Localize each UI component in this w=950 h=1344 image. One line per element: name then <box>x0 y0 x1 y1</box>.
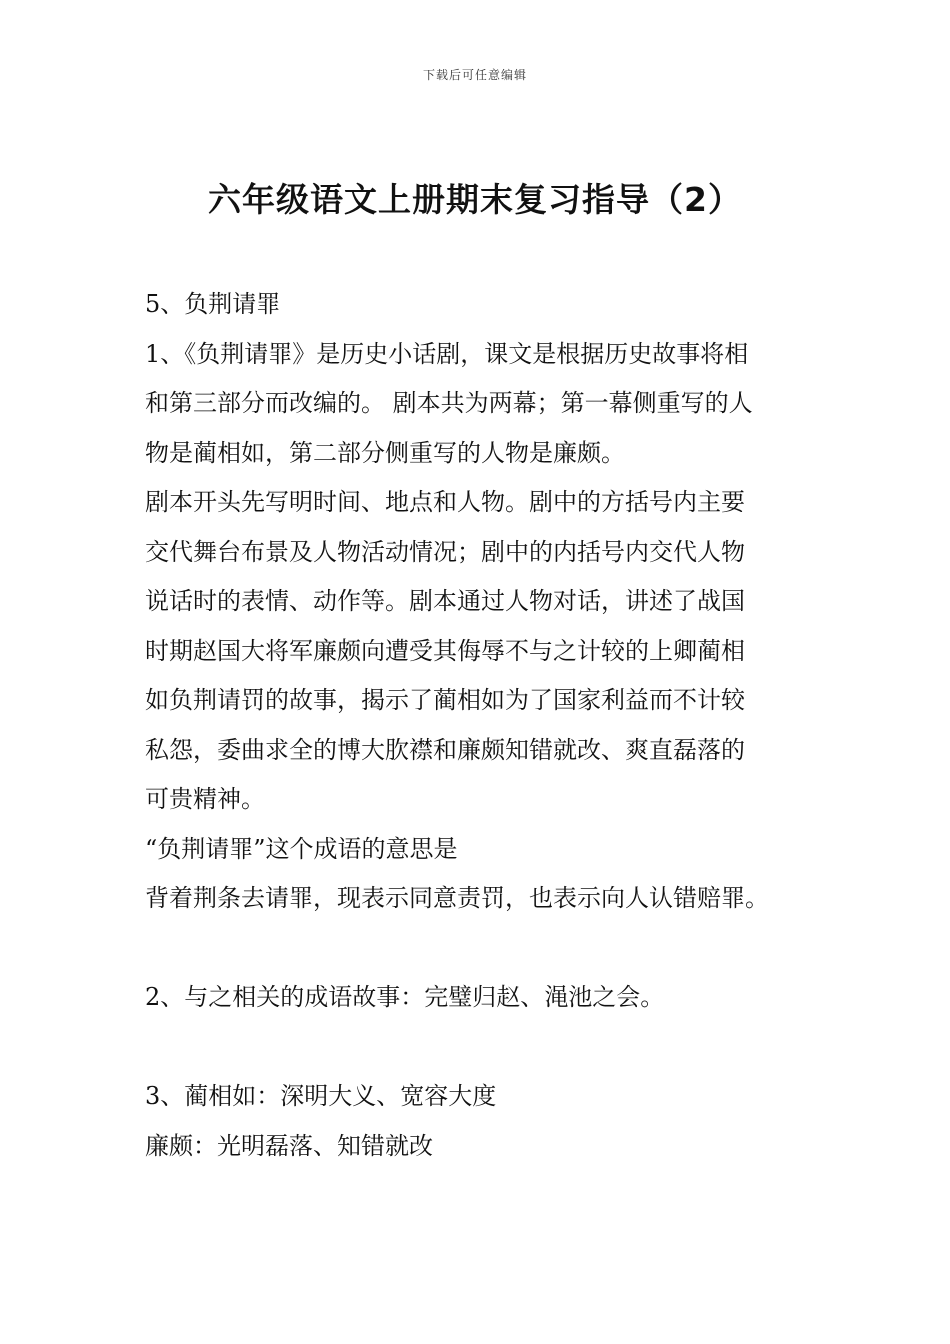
idiom-answer: 背着荆条去请罪，现表示同意责罚，也表示向人认错赔罪。 <box>145 884 769 912</box>
paragraph-line: 剧本开头先写明时间、地点和人物。剧中的方括号内主要 <box>145 488 745 516</box>
idiom-question: “负荆请罪”这个成语的意思是 <box>145 834 458 863</box>
page-title: 六年级语文上册期末复习指导（2） <box>208 180 742 219</box>
blank-line <box>145 1023 810 1073</box>
paragraph-line: 1、《负荆请罪》是历史小话剧，课文是根据历史故事将相 <box>145 339 749 368</box>
point-3-line-1: 3、蔺相如：深明大义、宽容大度 <box>145 1082 497 1110</box>
blank-line <box>145 924 810 974</box>
paragraph-line: 可贵精神。 <box>145 785 265 813</box>
header-note: 下载后可任意编辑 <box>422 68 527 82</box>
paragraph-line: 和第三部分而改编的。 剧本共为两幕；第一幕侧重写的人 <box>145 389 753 417</box>
paragraph-line: 如负荆请罚的故事，揭示了蔺相如为了国家利益而不计较 <box>145 686 745 714</box>
point-3-line-2: 廉颇：光明磊落、知错就改 <box>145 1131 433 1160</box>
section-heading: 5、负荆请罪 <box>145 290 281 318</box>
paragraph-line: 交代舞台布景及人物活动情况；剧中的内括号内交代人物 <box>145 537 745 566</box>
paragraph-line: 私怨，委曲求全的博大肷襟和廉颇知错就改、爽直磊落的 <box>145 735 745 764</box>
paragraph-line: 时期赵国大将军廉颇向遭受其侮辱不与之计较的上卿蔺相 <box>145 636 745 665</box>
document-body <box>145 280 810 1171</box>
paragraph-line: 说话时的表情、动作等。剧本通过人物对话，讲述了战国 <box>145 587 745 615</box>
paragraph-line: 物是蔺相如，第二部分侧重写的人物是廉颇。 <box>145 438 625 467</box>
point-2: 2、与之相关的成语故事：完璧归赵、渑池之会。 <box>145 983 665 1011</box>
